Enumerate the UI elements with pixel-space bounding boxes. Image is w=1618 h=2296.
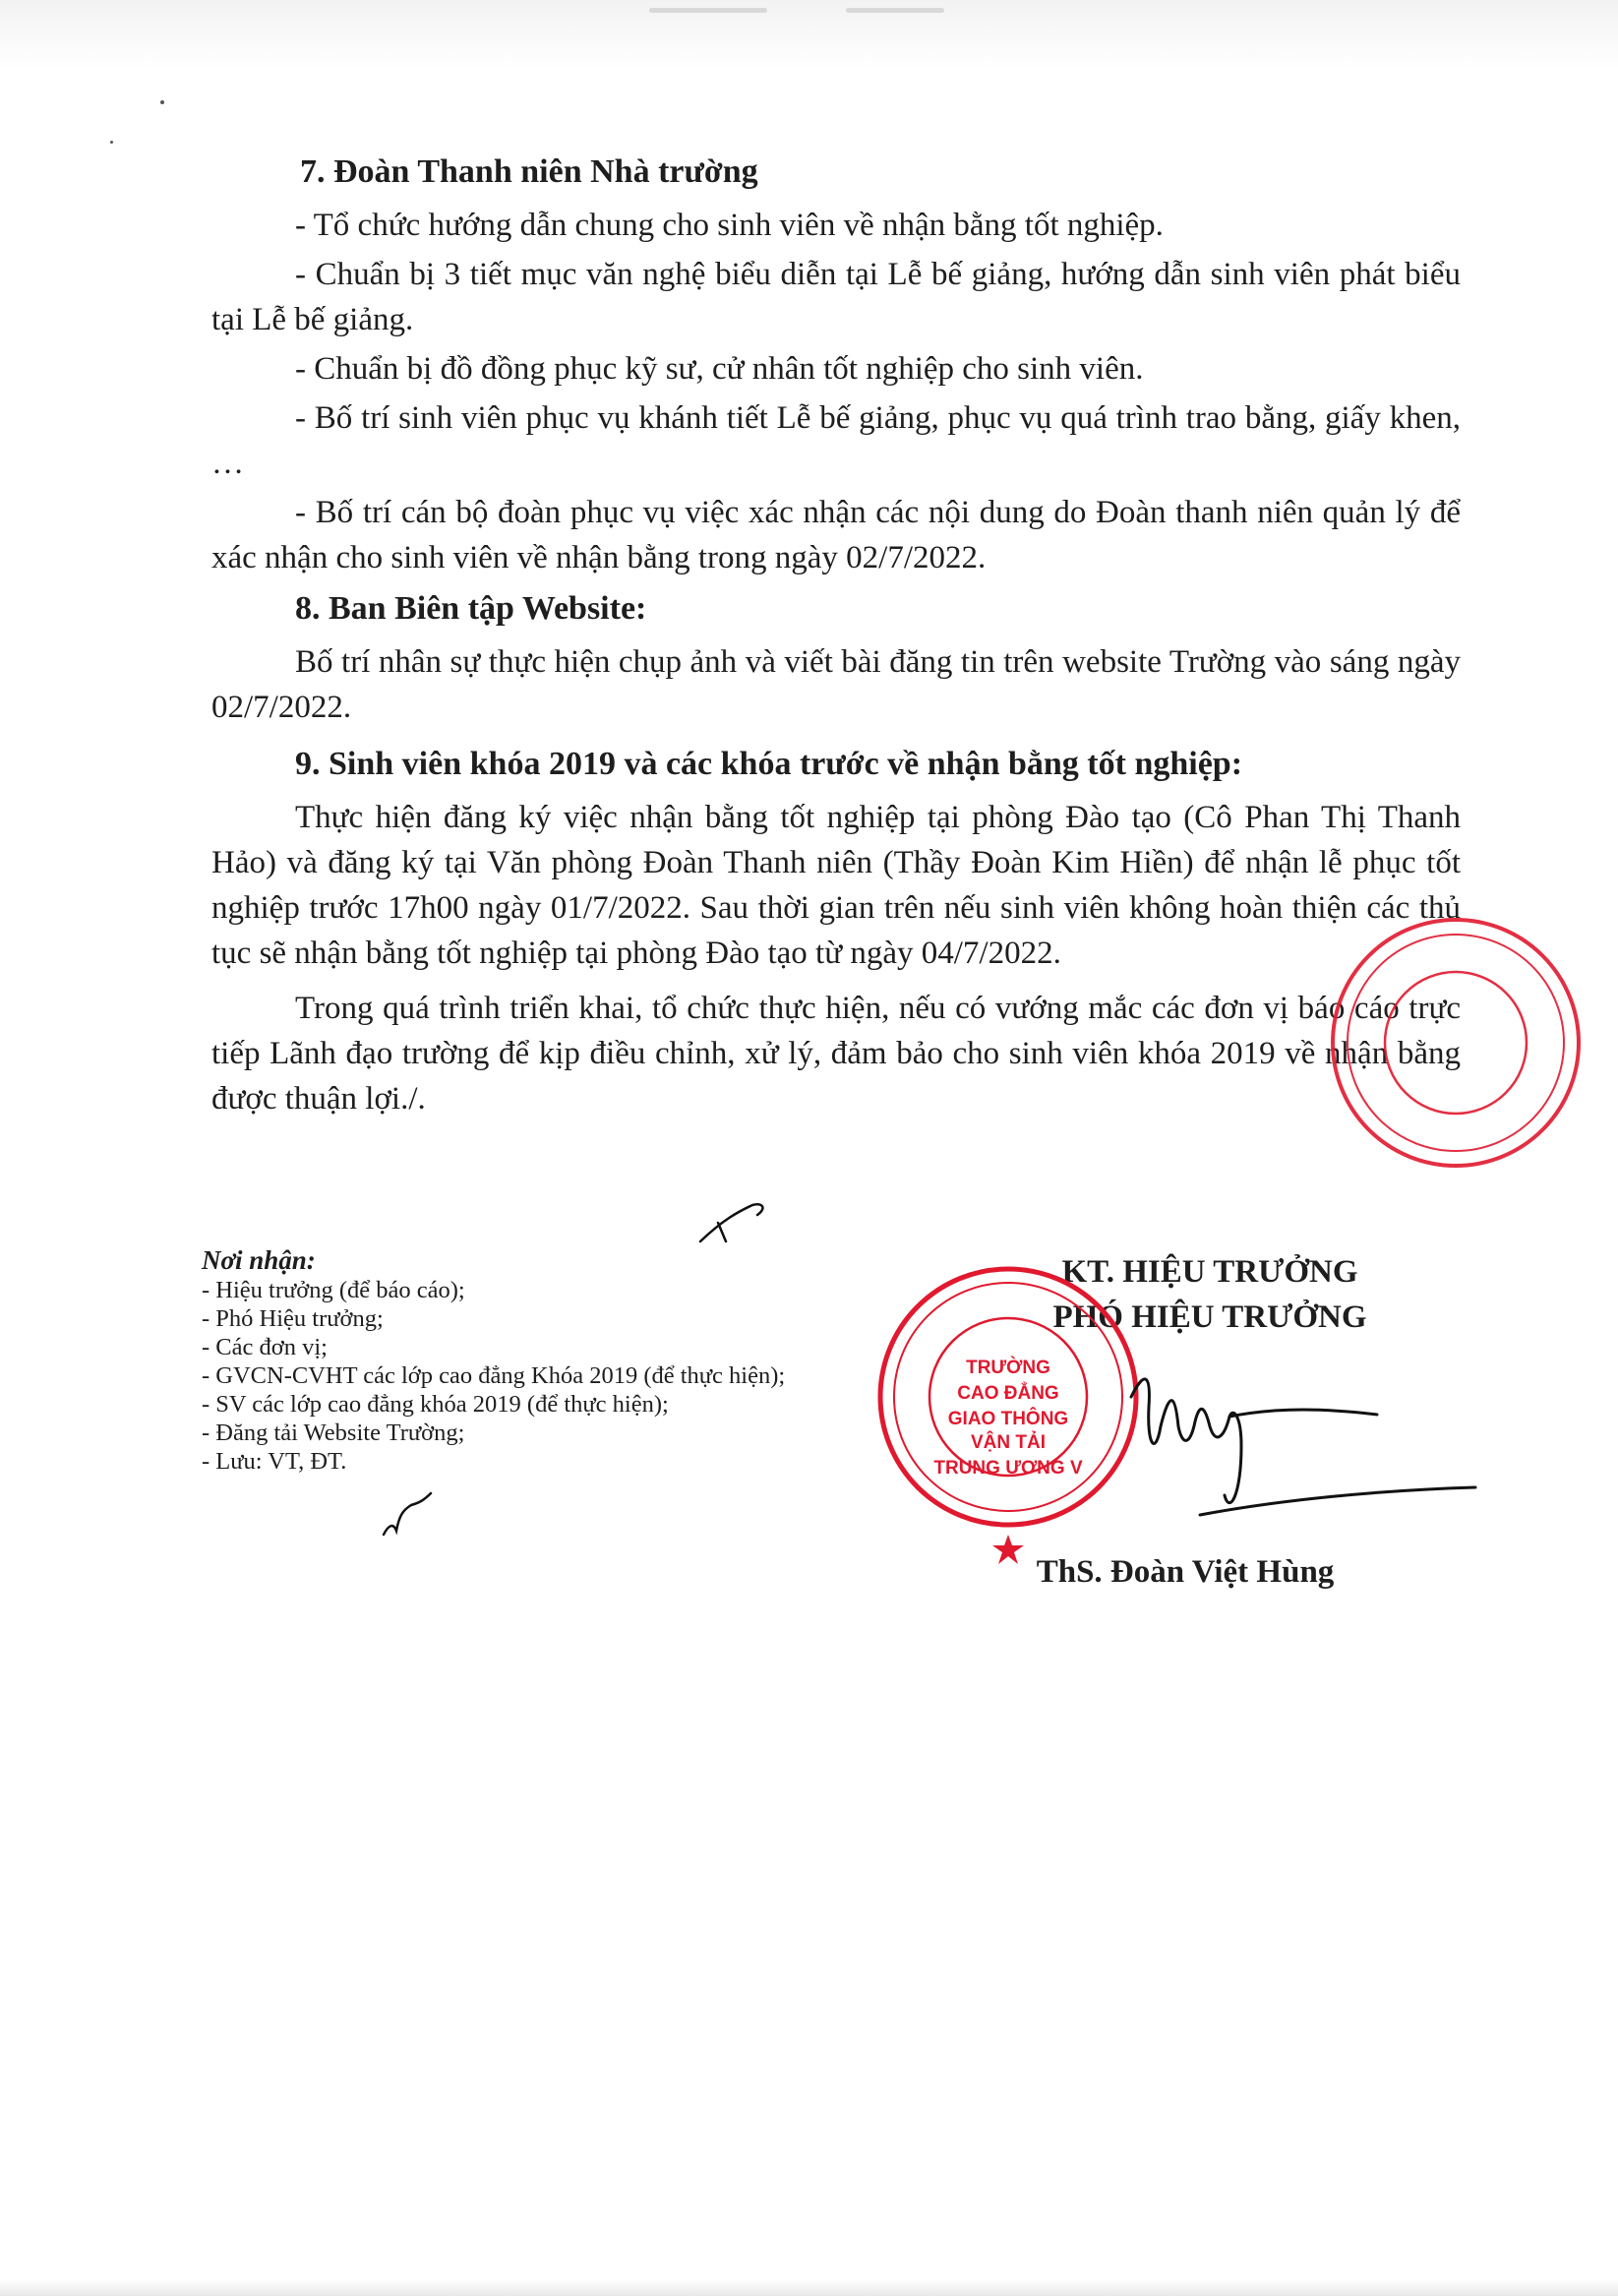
section-heading-9: 9. Sinh viên khóa 2019 và các khóa trước về nhận bằng tốt nghiệp: (295, 746, 1243, 782)
paragraph: - Chuẩn bị 3 tiết mục văn nghệ biểu diễn tại Lễ bế giảng, hướng dẫn sinh viên phát biểu tại Lễ bế giảng. (211, 257, 1461, 337)
initial-mark (384, 1204, 762, 1535)
page-edge-stamp (1333, 920, 1579, 1166)
paragraph: Bố trí nhân sự thực hiện chụp ảnh và viết bài đăng tin trên website Trường vào sáng ngày 02/7/2022. (211, 644, 1461, 725)
section-heading-7: 7. Đoàn Thanh niên Nhà trường (300, 153, 758, 190)
recipient-item: - GVCN-CVHT các lớp cao đẳng Khóa 2019 (để thực hiện); (202, 1362, 786, 1389)
recipient-item: - Đăng tải Website Trường; (202, 1420, 465, 1446)
stamp-text: CAO ĐẲNG (957, 1383, 1059, 1404)
signature-title-line2: PHÓ HIỆU TRƯỞNG (1052, 1299, 1367, 1335)
signer-name: ThS. Đoàn Việt Hùng (1036, 1554, 1335, 1590)
paragraph: - Bố trí cán bộ đoàn phục vụ việc xác nhận các nội dung do Đoàn thanh niên quản lý để xác nhận cho sinh viên về nhận bằng trong ngày 02/7/2022. (211, 495, 1461, 575)
stamp-text: VẬN TẢI (971, 1432, 1046, 1453)
official-seal (880, 1269, 1136, 1564)
recipients-title: Nơi nhận: (202, 1245, 316, 1275)
stamp-text: TRƯỜNG (966, 1358, 1050, 1378)
recipient-item: - SV các lớp cao đẳng khóa 2019 (để thực hiện); (202, 1391, 669, 1418)
stamp-star-icon (992, 1535, 1024, 1564)
recipient-item: - Lưu: VT, ĐT. (202, 1448, 347, 1475)
scan-bottom-margin (0, 2280, 1618, 2296)
paragraph: - Chuẩn bị đồ đồng phục kỹ sư, cử nhân tốt nghiệp cho sinh viên. (295, 351, 1144, 387)
stamp-text: TRUNG ƯƠNG V (933, 1458, 1083, 1479)
signature-title-line1: KT. HIỆU TRƯỞNG (1061, 1254, 1358, 1290)
section-heading-8: 8. Ban Biên tập Website: (295, 590, 647, 627)
stamp-text: GIAO THÔNG (947, 1409, 1069, 1429)
recipient-item: - Phó Hiệu trưởng; (202, 1305, 384, 1332)
paragraph: Thực hiện đăng ký việc nhận bằng tốt nghiệp tại phòng Đào tạo (Cô Phan Thị Thanh Hảo) và đăng ký tại Văn phòng Đoàn Thanh niên (Thầy Đoàn Kim Hiền) để nhận lễ phục tốt nghiệp trước 17h00 ngày 01/7/2022. Sau thời gian trên nếu sinh viên không hoàn thiện các thủ tục sẽ nhận bằng tốt nghiệp tại phòng Đào tạo từ ngày 04/7/2022. (211, 800, 1461, 971)
paragraph: Trong quá trình triển khai, tổ chức thực hiện, nếu có vướng mắc các đơn vị báo cáo trực tiếp Lãnh đạo trường để kịp điều chỉnh, xử lý, đảm bảo cho sinh viên khóa 2019 về nhận bằng được thuận lợi./. (211, 991, 1461, 1117)
handwritten-signature (1131, 1379, 1475, 1515)
paragraph: - Tổ chức hướng dẫn chung cho sinh viên về nhận bằng tốt nghiệp. (295, 208, 1164, 243)
recipient-item: - Các đơn vị; (202, 1334, 328, 1360)
paragraph: - Bố trí sinh viên phục vụ khánh tiết Lễ bế giảng, phục vụ quá trình trao bằng, giấy khen, … (211, 400, 1461, 481)
recipient-item: - Hiệu trưởng (để báo cáo); (202, 1277, 465, 1303)
